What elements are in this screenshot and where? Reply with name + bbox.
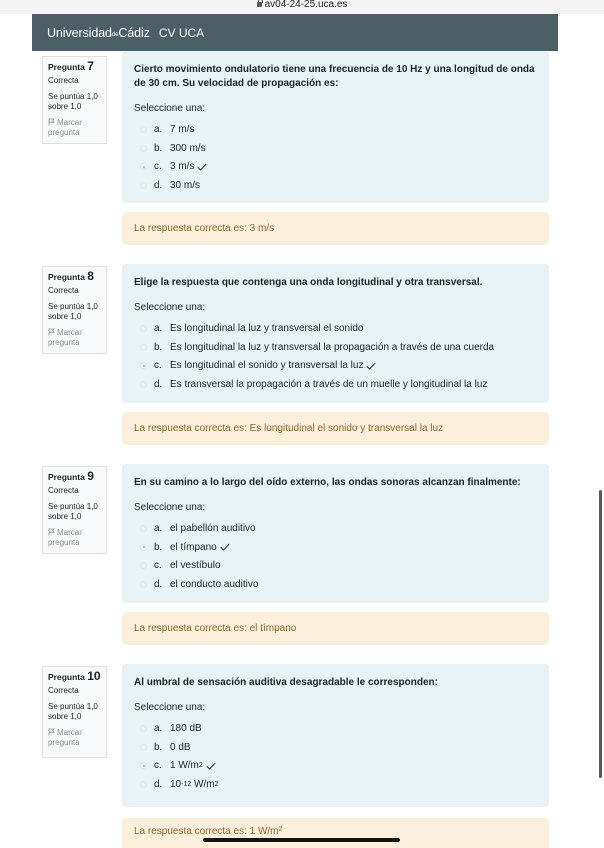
option-text: el tímpano (170, 541, 217, 553)
option-letter: b. (154, 541, 163, 553)
question-info-7 (42, 56, 107, 144)
lock-icon (257, 2, 262, 7)
question-formulation-10 (122, 664, 549, 807)
flag-line2: pregunta (48, 128, 80, 137)
radio-button[interactable] (140, 781, 147, 788)
question-grade (48, 502, 101, 522)
feedback-superscript: 2 (278, 826, 283, 833)
option-text-unit: W/m (191, 778, 215, 790)
flag-line2: pregunta (48, 338, 80, 347)
answer-option-a[interactable] (134, 319, 537, 338)
feedback-answer: 3 m/s (249, 223, 275, 234)
grade-line1: Se puntúa 1,0 (48, 702, 98, 711)
option-text: 3 m/s (170, 161, 195, 173)
grade-line2: sobre 1,0 (48, 512, 82, 521)
select-prompt: Seleccione una: (134, 702, 206, 713)
question-text: Cierto movimiento ondulatorio tiene una frecuencia de 10 Hz y una longitud de onda de 30 cm. Su velocidad de propagación es: (134, 64, 535, 89)
flag-line1: Marcar (57, 528, 82, 537)
radio-button-selected[interactable] (140, 163, 147, 170)
question-number-value: 8 (87, 269, 94, 283)
option-text: 0 dB (170, 741, 191, 753)
grade-line2: sobre 1,0 (48, 712, 82, 721)
feedback-prefix: La respuesta correcta es: (134, 223, 247, 234)
answer-option-a[interactable] (134, 519, 537, 538)
question-number (48, 671, 101, 682)
brand-de: de (111, 31, 119, 38)
question-state: Correcta (48, 76, 79, 85)
option-letter: c. (154, 760, 162, 772)
option-letter: b. (154, 341, 163, 353)
question-state: Correcta (48, 486, 79, 495)
radio-button[interactable] (140, 325, 147, 332)
select-prompt: Seleccione una: (134, 302, 206, 313)
browser-url-bar[interactable] (0, 0, 604, 14)
option-text: 1 W/m (170, 760, 199, 772)
answer-option-d[interactable] (134, 575, 537, 594)
flag-line2: pregunta (48, 538, 80, 547)
option-text: Es longitudinal la luz y transversal el sonido (170, 322, 364, 334)
grade-line1: Se puntúa 1,0 (48, 92, 98, 101)
question-number-value: 7 (87, 59, 94, 73)
flag-question-link[interactable] (48, 118, 101, 138)
answer-option-a[interactable] (134, 120, 537, 139)
option-letter: a. (154, 522, 163, 534)
question-info-9 (42, 466, 107, 554)
right-answer-feedback-9 (122, 612, 549, 645)
option-text: Es longitudinal la luz y transversal la propagación a través de una cuerda (170, 341, 495, 353)
answer-option-c[interactable] (134, 356, 537, 375)
answer-option-c[interactable] (134, 157, 537, 176)
flag-question-link[interactable] (48, 728, 101, 748)
check-icon (206, 762, 216, 770)
question-word: Pregunta (48, 672, 85, 682)
question-number (48, 61, 101, 72)
right-answer-feedback-7 (122, 212, 549, 245)
answer-option-b[interactable] (134, 738, 537, 757)
site-name-link[interactable]: CV UCA (158, 25, 205, 40)
option-letter: b. (154, 142, 163, 154)
option-superscript: 2 (198, 762, 203, 770)
question-formulation-9 (122, 464, 549, 603)
question-state: Correcta (48, 286, 79, 295)
option-text: el vestíbulo (170, 560, 221, 572)
option-text: Es longitudinal el sonido y transversal la luz (170, 360, 364, 372)
answer-option-a[interactable] (134, 719, 537, 738)
feedback-prefix: La respuesta correcta es: (134, 623, 247, 634)
option-text: 300 m/s (170, 142, 206, 154)
option-letter: b. (154, 741, 163, 753)
feedback-prefix: La respuesta correcta es: (134, 826, 247, 837)
option-text: 10 (170, 778, 182, 790)
question-grade (48, 302, 101, 322)
flag-line1: Marcar (57, 118, 82, 127)
url-text: av04-24-25.uca.es (264, 0, 348, 10)
university-logo-link[interactable] (47, 26, 150, 40)
radio-button[interactable] (140, 562, 147, 569)
grade-line1: Se puntúa 1,0 (48, 302, 98, 311)
answer-option-d[interactable] (134, 176, 537, 195)
option-text: 180 dB (170, 722, 202, 734)
option-text: 30 m/s (170, 179, 201, 191)
radio-button-selected[interactable] (140, 544, 147, 551)
feedback-answer: el tímpano (249, 623, 297, 634)
option-letter: d. (154, 378, 163, 390)
radio-button[interactable] (140, 744, 147, 751)
flag-icon (48, 728, 55, 736)
option-letter: d. (154, 778, 163, 790)
question-number-value: 10 (87, 669, 101, 683)
option-text: Es transversal la propagación a través de un muelle y longitudinal la luz (170, 378, 488, 390)
question-word: Pregunta (48, 62, 85, 72)
scroll-indicator[interactable] (599, 490, 602, 778)
feedback-answer: 1 W/m (249, 826, 279, 837)
option-text: el conducto auditivo (170, 578, 259, 590)
check-icon (366, 362, 376, 370)
option-letter: c. (154, 560, 162, 572)
option-letter: a. (154, 722, 163, 734)
question-text: En su camino a lo largo del oído externo, las ondas sonoras alcanzan finalmente: (134, 477, 521, 488)
radio-button[interactable] (140, 525, 147, 532)
question-number (48, 471, 101, 482)
flag-icon (48, 328, 55, 336)
flag-icon (48, 118, 55, 126)
question-info-8 (42, 266, 107, 354)
option-letter: d. (154, 578, 163, 590)
flag-line1: Marcar (57, 328, 82, 337)
radio-button[interactable] (140, 126, 147, 133)
radio-button-selected[interactable] (140, 762, 147, 769)
check-icon (197, 163, 207, 171)
brand-end: Cádiz (118, 25, 150, 40)
question-formulation-8 (122, 264, 549, 403)
option-letter: c. (154, 161, 162, 173)
option-superscript-2: 2 (214, 780, 219, 788)
check-icon (220, 543, 230, 551)
answer-option-b[interactable] (134, 139, 537, 158)
feedback-answer: Es longitudinal el sonido y transversal la luz (249, 423, 444, 434)
feedback-prefix: La respuesta correcta es: (134, 423, 247, 434)
site-navbar (32, 14, 558, 51)
answer-option-b[interactable] (134, 338, 537, 357)
select-prompt: Seleccione una: (134, 103, 206, 114)
flag-icon (48, 528, 55, 536)
radio-button[interactable] (140, 725, 147, 732)
grade-line2: sobre 1,0 (48, 312, 82, 321)
radio-button[interactable] (140, 344, 147, 351)
flag-line1: Marcar (57, 728, 82, 737)
flag-question-link[interactable] (48, 328, 101, 348)
radio-button[interactable] (140, 581, 147, 588)
radio-button[interactable] (140, 381, 147, 388)
answer-option-c[interactable] (134, 756, 537, 775)
option-text: 7 m/s (170, 123, 195, 135)
radio-button[interactable] (140, 145, 147, 152)
option-letter: d. (154, 179, 163, 191)
grade-line1: Se puntúa 1,0 (48, 502, 98, 511)
radio-button[interactable] (140, 182, 147, 189)
question-info-10 (42, 666, 107, 758)
answer-option-d[interactable] (134, 375, 537, 394)
option-letter: a. (154, 322, 163, 334)
grade-line2: sobre 1,0 (48, 102, 82, 111)
question-text: Al umbral de sensación auditiva desagradable le corresponden: (134, 677, 438, 688)
question-number (48, 271, 101, 282)
answer-option-b[interactable] (134, 538, 537, 557)
question-word: Pregunta (48, 272, 85, 282)
option-superscript: -12 (181, 780, 192, 788)
right-answer-feedback-10 (122, 818, 549, 848)
option-letter: c. (154, 360, 162, 372)
flag-question-link[interactable] (48, 528, 101, 548)
radio-button-selected[interactable] (140, 362, 147, 369)
select-prompt: Seleccione una: (134, 502, 206, 513)
answer-option-d[interactable] (134, 775, 537, 794)
right-answer-feedback-8 (122, 412, 549, 445)
question-grade (48, 92, 101, 112)
answer-option-c[interactable] (134, 556, 537, 575)
question-text: Elige la respuesta que contenga una onda longitudinal y otra transversal. (134, 277, 483, 288)
flag-line2: pregunta (48, 738, 80, 747)
home-indicator[interactable] (203, 838, 400, 842)
question-number-value: 9 (87, 469, 94, 483)
option-letter: a. (154, 123, 163, 135)
question-formulation-7 (122, 51, 549, 203)
question-grade (48, 702, 101, 722)
option-text: el pabellón auditivo (170, 522, 256, 534)
question-state: Correcta (48, 686, 79, 695)
question-word: Pregunta (48, 472, 85, 482)
brand-main: Universidad (47, 25, 112, 40)
